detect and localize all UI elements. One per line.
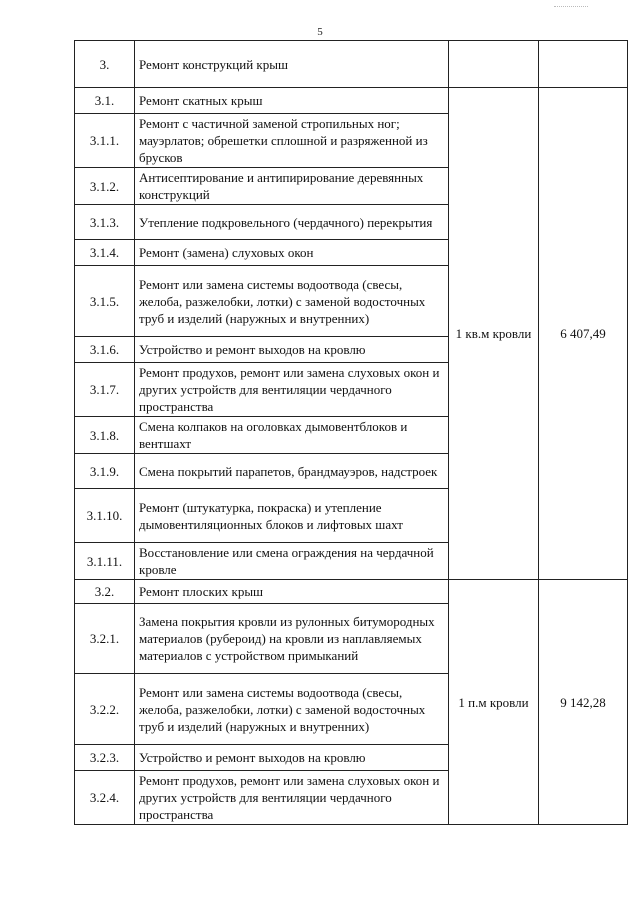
row-code: 3.1.8. xyxy=(75,417,135,454)
price-pitched-roof: 6 407,49 xyxy=(539,88,628,580)
row-code: 3.1.6. xyxy=(75,337,135,363)
row-description: Замена покрытия кровли из рулонных битумородных материалов (рубероид) на кровли из наплавляемых материалов с устройством примыканий xyxy=(135,604,449,674)
row-code: 3.1.10. xyxy=(75,489,135,543)
row-description: Смена колпаков на оголовках дымовентблоков и вентшахт xyxy=(135,417,449,454)
row-description: Ремонт (штукатурка, покраска) и утепление дымовентиляционных блоков и лифтовых шахт xyxy=(135,489,449,543)
row-code: 3.2.4. xyxy=(75,771,135,825)
row-description: Ремонт конструкций крыш xyxy=(135,41,449,88)
row-code: 3.2.3. xyxy=(75,745,135,771)
row-code: 3.1.4. xyxy=(75,240,135,266)
row-description: Восстановление или смена ограждения на чердачной кровле xyxy=(135,543,449,580)
unit-cell-empty xyxy=(449,41,539,88)
row-description: Устройство и ремонт выходов на кровлю xyxy=(135,337,449,363)
row-code: 3.1.2. xyxy=(75,168,135,205)
row-code: 3.1.1. xyxy=(75,114,135,168)
row-code: 3.1.3. xyxy=(75,205,135,240)
table-row xyxy=(75,580,628,604)
row-description: Ремонт или замена системы водоотвода (свесы, желоба, разжелобки, лотки) с заменой водосточных труб и изделий (наружных и внутренних) xyxy=(135,674,449,745)
table-row xyxy=(75,88,628,114)
price-cell-empty xyxy=(539,41,628,88)
row-description: Ремонт скатных крыш xyxy=(135,88,449,114)
row-code: 3.1.11. xyxy=(75,543,135,580)
row-description: Ремонт с частичной заменой стропильных ног; мауэрлатов; обрешетки сплошной и разряженной из брусков xyxy=(135,114,449,168)
page-number: 5 xyxy=(317,26,323,38)
row-description: Ремонт продухов, ремонт или замена слуховых окон и других устройств для вентиляции чердачного пространства xyxy=(135,363,449,417)
row-code: 3.1.5. xyxy=(75,266,135,337)
row-code: 3.2. xyxy=(75,580,135,604)
row-code: 3.1. xyxy=(75,88,135,114)
table-row xyxy=(75,41,628,88)
row-description: Устройство и ремонт выходов на кровлю xyxy=(135,745,449,771)
row-description: Ремонт (замена) слуховых окон xyxy=(135,240,449,266)
unit-flat-roof: 1 п.м кровли xyxy=(449,580,539,825)
row-code: 3.2.1. xyxy=(75,604,135,674)
row-code: 3.1.9. xyxy=(75,454,135,489)
scan-mark xyxy=(554,0,588,7)
price-flat-roof: 9 142,28 xyxy=(539,580,628,825)
row-description: Ремонт плоских крыш xyxy=(135,580,449,604)
row-description: Антисептирование и антипирирование деревянных конструкций xyxy=(135,168,449,205)
row-code: 3.2.2. xyxy=(75,674,135,745)
row-description: Ремонт продухов, ремонт или замена слуховых окон и других устройств для вентиляции чердачного пространства xyxy=(135,771,449,825)
unit-pitched-roof: 1 кв.м кровли xyxy=(449,88,539,580)
row-code: 3. xyxy=(75,41,135,88)
row-description: Утепление подкровельного (чердачного) перекрытия xyxy=(135,205,449,240)
row-code: 3.1.7. xyxy=(75,363,135,417)
row-description: Смена покрытий парапетов, брандмауэров, надстроек xyxy=(135,454,449,489)
row-description: Ремонт или замена системы водоотвода (свесы, желоба, разжелобки, лотки) с заменой водосточных труб и изделий (наружных и внутренних) xyxy=(135,266,449,337)
repair-works-table xyxy=(74,40,628,825)
